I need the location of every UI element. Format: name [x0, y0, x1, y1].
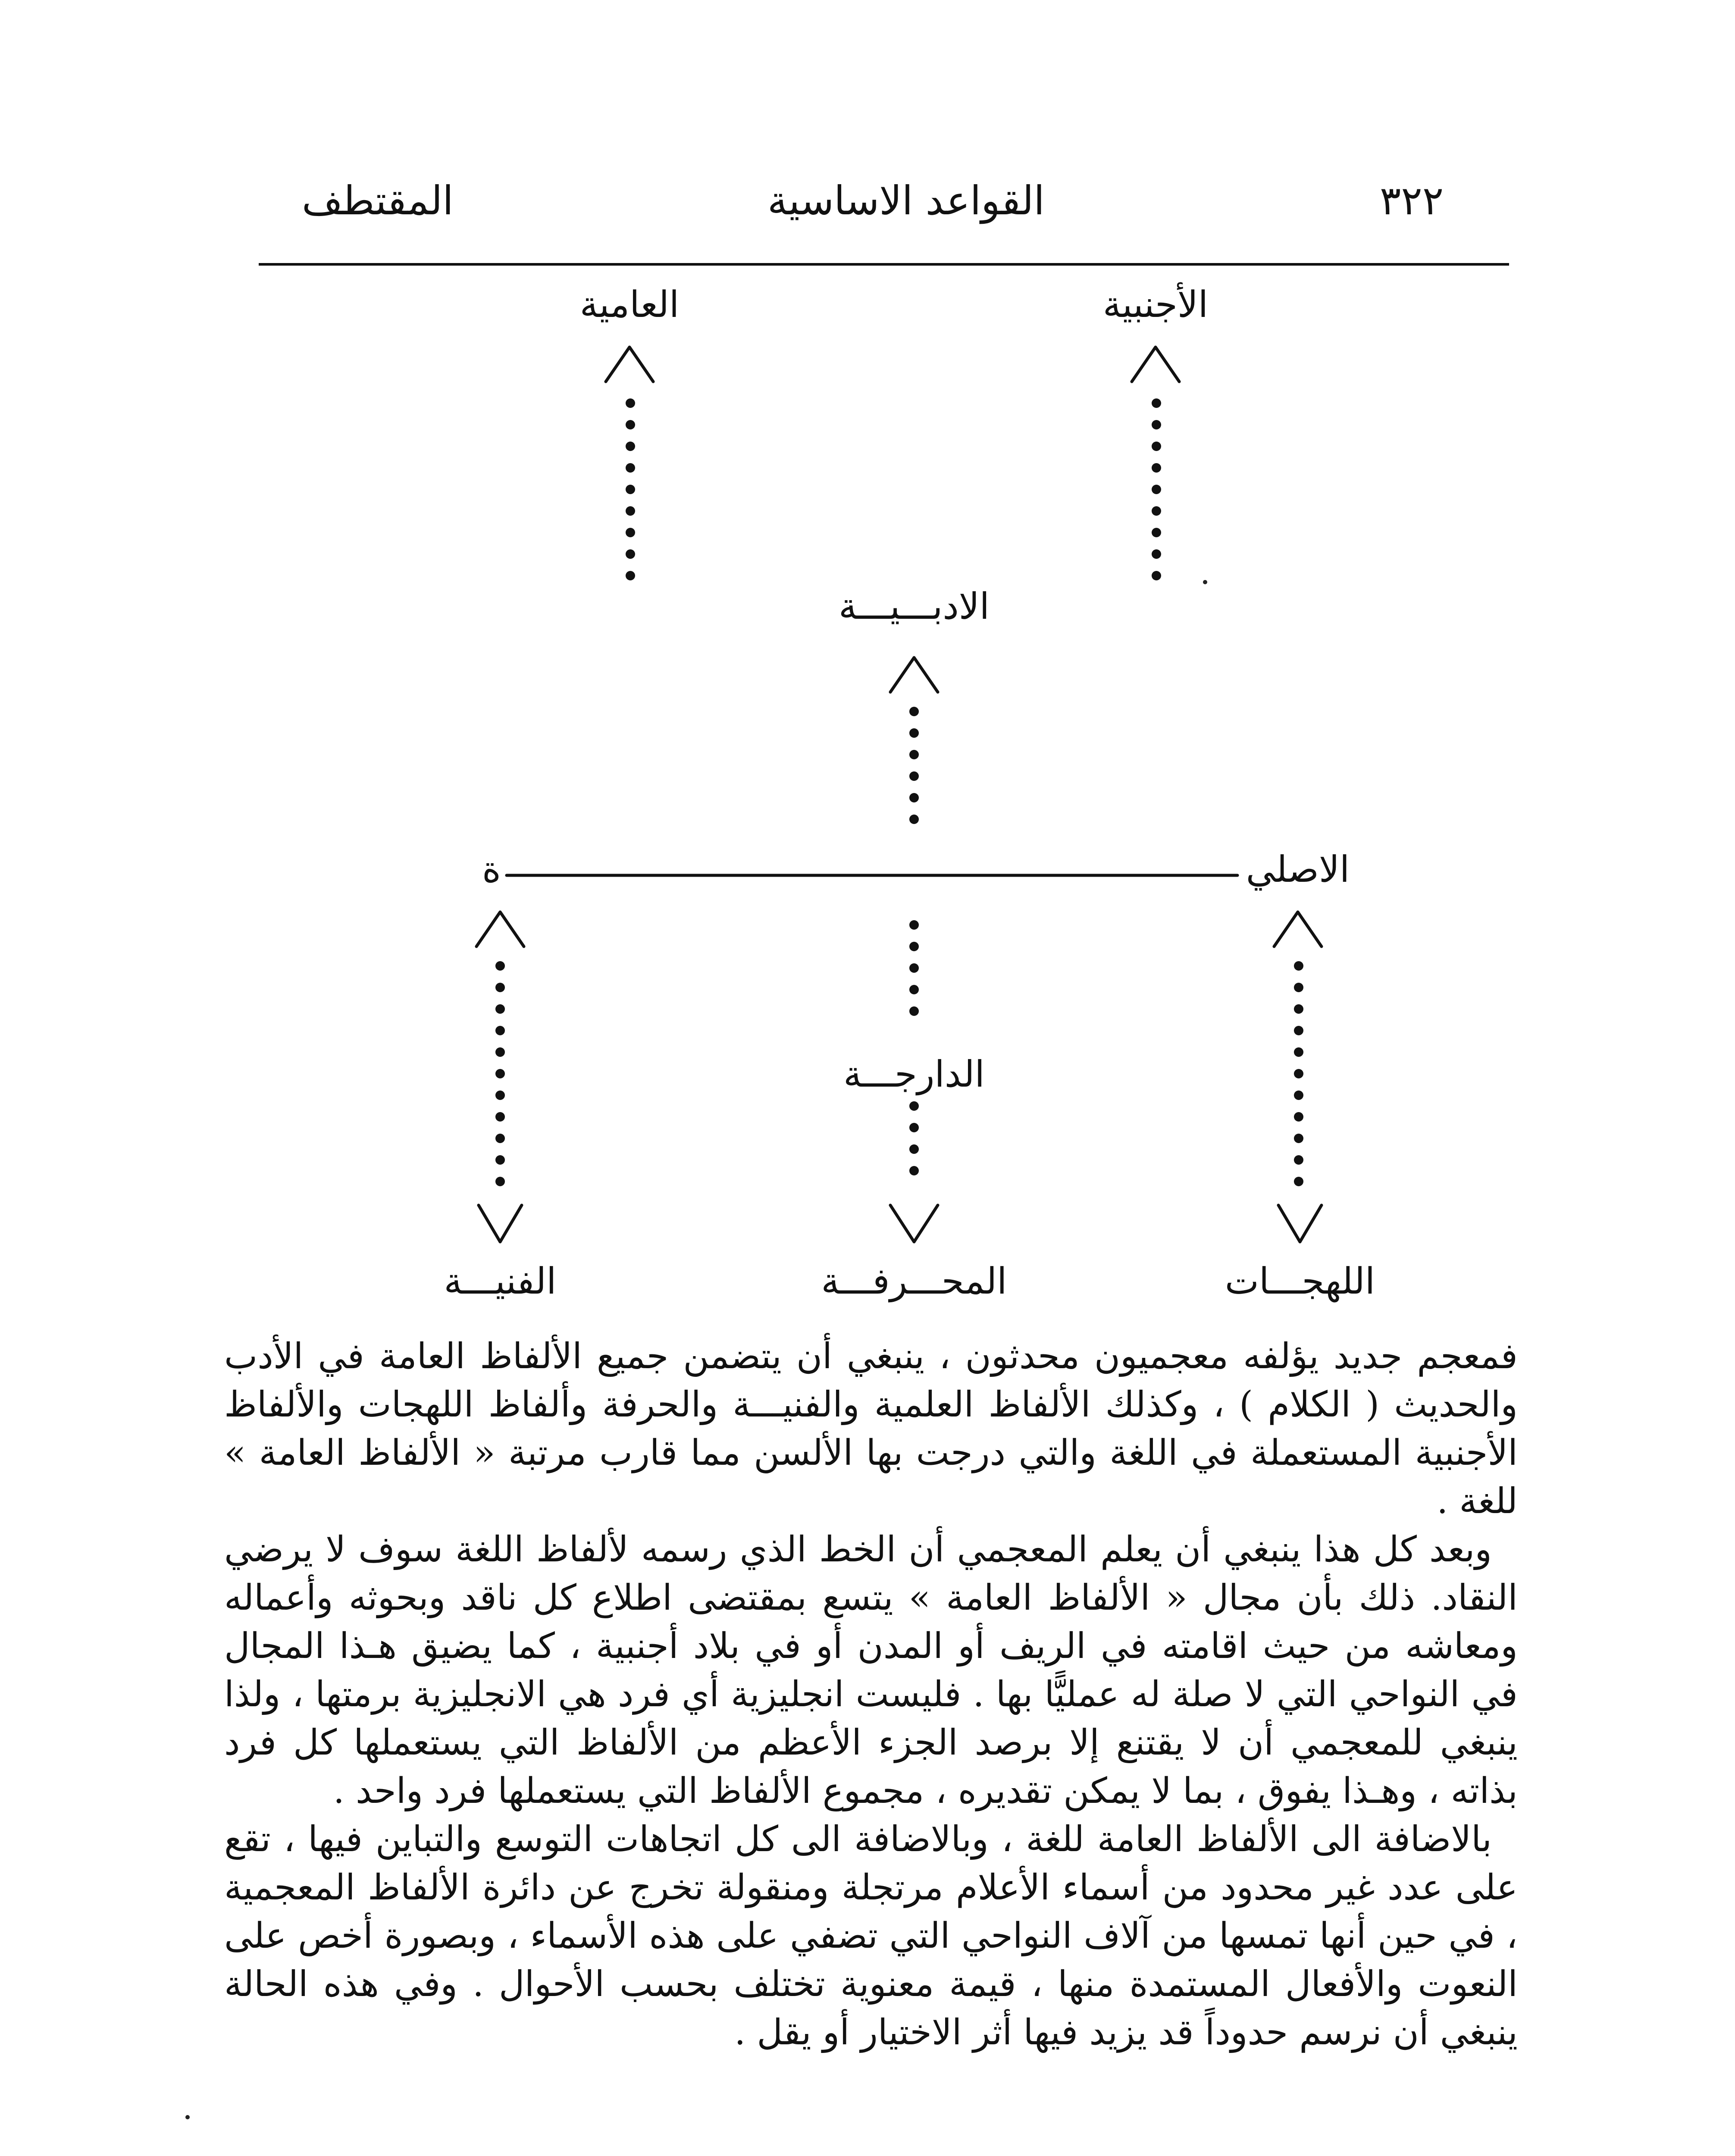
node-original-left: ة: [482, 848, 501, 890]
node-craft: المحـــرفـــة: [821, 1260, 1007, 1302]
dots-colloquial: [626, 398, 635, 580]
node-colloquial: العامية: [579, 283, 680, 326]
paragraph: وبعد كل هذا ينبغي أن يعلم المعجمي أن الخط الذي رسمه لألفاظ اللغة سوف لا يرضي النقاد. ذلك بأن مجال « الألفاظ العامة » يتسع بمقتضى اطلاع كل ناقد وبحوثه وأعماله ومعاشه من حيث اقامته في الريف أو المدن أو في بلاد أجنبية ، كما يضيق هـذا المجال في النواحي التي لا صلة له عمليًّا بها . فليست انجليزية أي فرد هي الانجليزية برمتها ، ولذا ينبغي للمعجمي أن لا يقتنع إلا برصد الجزء الأعظم من الألفاظ التي يستعملها كل فرد بذاته ، وهـذا يفوق ، بما لا يمكن تقديره ، مجموع الألفاظ التي يستعملها فرد واحد .: [224, 1529, 1518, 1811]
page-title: القواعد الاساسية: [767, 178, 1045, 224]
arrowhead-original-left: [476, 912, 524, 946]
print-speck: [185, 2115, 190, 2119]
arrowhead-craft: [890, 1205, 938, 1242]
node-dialects: اللهجـــات: [1225, 1260, 1375, 1302]
article-body: [224, 1332, 1518, 2057]
arrowhead-technical: [479, 1205, 522, 1242]
print-speck: [1203, 580, 1207, 584]
dots-dialect-lower: [909, 1101, 919, 1175]
page-number: ٣٢٢: [1380, 178, 1444, 224]
dots-left-column: [495, 961, 505, 1186]
arrowhead-colloquial: [606, 347, 653, 382]
arrowhead-original-right: [1274, 912, 1322, 946]
paragraph: بالاضافة الى الألفاظ العامة للغة ، وبالاضافة الى كل اتجاهات التوسع والتباين فيها ، تقع على عدد غير محدود من أسماء الأعلام مرتجلة ومنقولة تخرج عن دائرة الألفاظ المعجمية ، في حين أنها تمسها من آلاف النواحي التي تضفي على هذه الأسماء ، وبصورة أخص على النعوت والأفعال المستمدة منها ، قيمة معنوية تختلف بحسب الأحوال . وفي هذه الحالة ينبغي أن نرسم حدوداً قد يزيد فيها أثر الاختيار أو يقل .: [224, 1819, 1518, 2053]
node-original-right: الاصلي: [1246, 848, 1350, 890]
journal-name: المقتطف: [302, 178, 454, 224]
node-technical: الفنيـــة: [444, 1260, 557, 1302]
dots-foreign: [1152, 398, 1161, 580]
node-literary: الادبـــيـــة: [838, 585, 990, 627]
node-foreign: الأجنبية: [1102, 283, 1209, 326]
dots-right-column: [1294, 961, 1303, 1186]
arrowhead-dialects: [1278, 1205, 1322, 1242]
dots-literary: [909, 707, 919, 824]
dots-dialect-upper: [909, 920, 919, 1016]
arrowhead-literary: [890, 658, 938, 692]
arrowhead-foreign: [1132, 347, 1179, 382]
node-dialect: الدارجـــة: [843, 1053, 985, 1095]
paragraph: فمعجم جديد يؤلفه معجميون محدثون ، ينبغي أن يتضمن جميع الألفاظ العامة في الأدب والحديث ( الكلام ) ، وكذلك الألفاظ العلمية والفنيـــة والحرفة وألفاظ اللهجات والألفاظ الأجنبية المستعملة في اللغة والتي درجت بها الألسن مما قارب مرتبة « الألفاظ العامة » للغة .: [224, 1336, 1518, 1522]
